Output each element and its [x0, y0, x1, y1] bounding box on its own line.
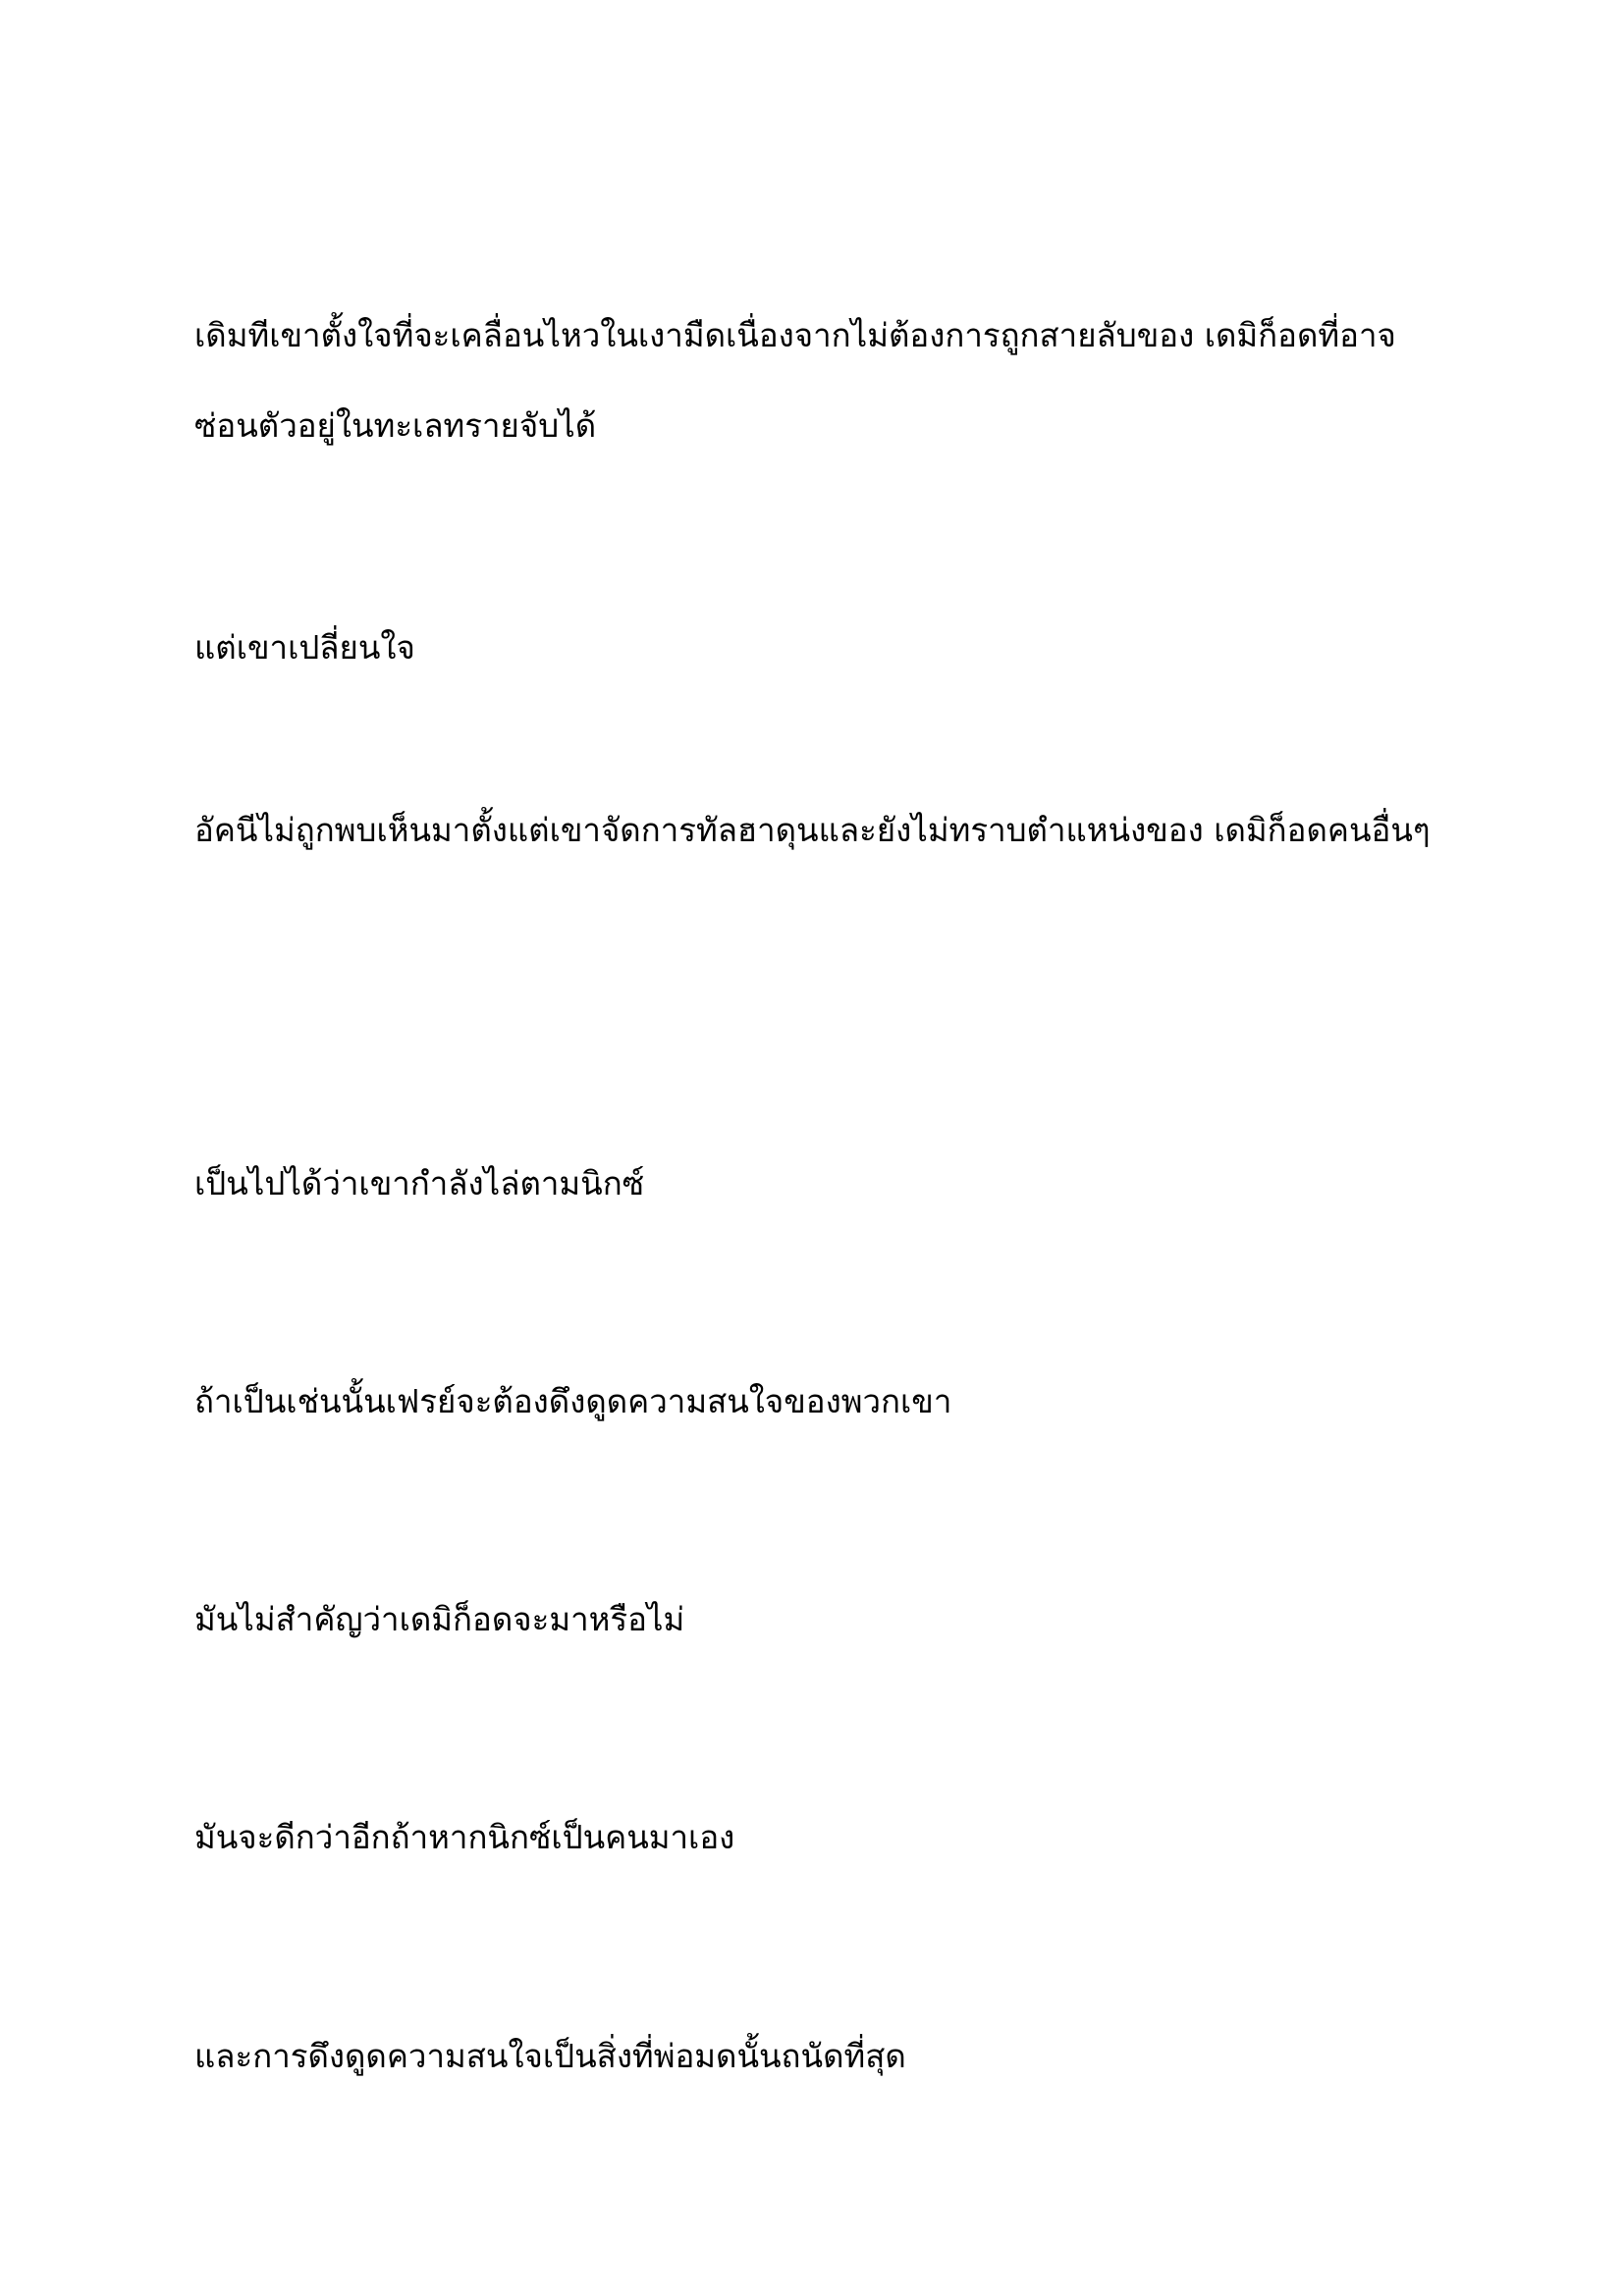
paragraph-6: มันไม่สำคัญว่าเดมิก็อดจะมาหรือไม่: [194, 1600, 685, 1638]
paragraph-3: อัคนีไม่ถูกพบเห็นมาตั้งแต่เขาจัดการทัลฮาดุนและยังไม่ทราบตำแหน่งของ เดมิก็อดคนอื่นๆ: [194, 811, 1431, 849]
paragraph-4: เป็นไปได้ว่าเขากำลังไล่ตามนิกซ์: [194, 1164, 645, 1202]
paragraph-5: ถ้าเป็นเช่นนั้นเฟรย์จะต้องดึงดูดความสนใจของพวกเขา: [194, 1382, 952, 1420]
paragraph-1: เดิมทีเขาตั้งใจที่จะเคลื่อนไหวในเงามืดเนื่องจากไม่ต้องการถูกสายลับของ เดมิก็อดที่อาจซ่อนตัวอยู่ในทะเลทรายจับได้: [194, 316, 1396, 445]
paragraph-7: มันจะดีกว่าอีกถ้าหากนิกซ์เป็นคนมาเอง: [194, 1818, 735, 1856]
paragraph-8: และการดึงดูดความสนใจเป็นสิ่งที่พ่อมดนั้นถนัดที่สุด: [194, 2037, 906, 2075]
paragraph-2: แต่เขาเปลี่ยนใจ: [194, 628, 415, 667]
